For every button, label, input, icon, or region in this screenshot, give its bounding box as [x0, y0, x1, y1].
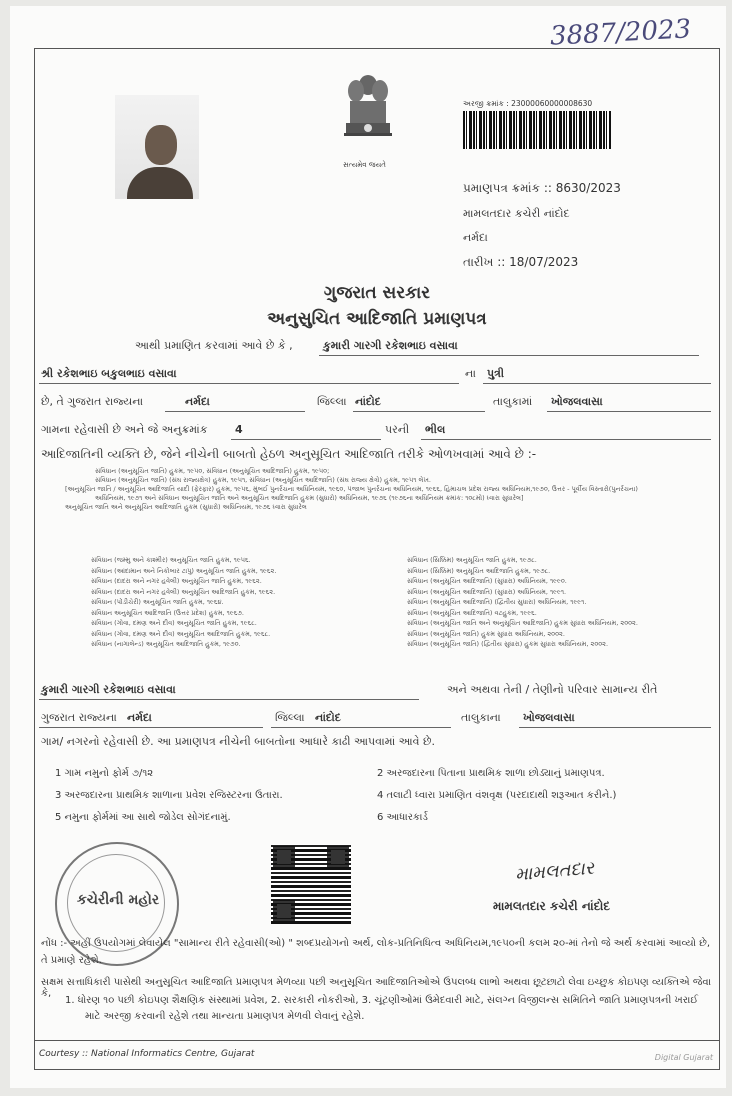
- order-line: સંવિધાન (અનુસૂચિત આદિજાતિ) વટહુકમ, ૧૯૯૬.: [407, 608, 537, 617]
- certificate-number-value: :: 8630/2023: [543, 181, 621, 195]
- order-line: [અનુસૂચિત જાતિ / અનુસૂચિત આદિજાતિ યાદી (ફેરફાર) હુકમ, ૧૯૫૬, મુંબઈ પુનર્રચના અધિનિયમ, ૧૯૬૦, પંજાબ પુનર્રચના અધિનિયમ, ૧૯૬૬, હિમાચલ પ્રદેશ રાજ્ય અધિનિયમ,૧૯૭૦, ઉત્તર - પૂર્વીય વિસ્તારો(પુનર્રચના): [65, 485, 638, 493]
- certificate-title: અનુસુચિત આદિજાતિ પ્રમાણપત્ર: [267, 309, 487, 329]
- father-name: શ્રી રકેશભાઇ બકુલભાઇ વસાવા: [41, 367, 177, 380]
- application-number: અરજી ક્રમાંક : 23000060000008630: [463, 99, 593, 108]
- document-item: 6 આધારકાર્ડ: [377, 812, 428, 823]
- family-text: અને અથવા તેની / તેણીનો પરિવાર સામાન્ય રીતે: [447, 683, 658, 696]
- taluka-label: તાલુકામાં: [493, 395, 533, 408]
- order-line: સંવિધાન (ગોવા, દમણ અને દીવ) અનુસૂચિત આદિજાતિ હુકમ, ૧૯૬૮.: [91, 629, 271, 638]
- tribe: ભીલ: [425, 423, 446, 436]
- order-line: સંવિધાન (અનુસૂચિત આદિજાતિ) (દ્વિતીય સુધારા) અધિનિયમ, ૧૯૯૧.: [407, 598, 587, 606]
- validity-item-2: માટે અરજી કરવાની રહેશે તથા માન્યતા પ્રમાણપત્ર મેળવી લેવાનું રહેશે.: [85, 1011, 365, 1022]
- second-state-text: ગુજરાત રાજ્યના: [41, 711, 117, 724]
- order-line: સંવિધાન (અનુસૂચિત જાતિ) (દ્વિતીય સુધારા) હુકમ સુધારા અધિનિયમ, ૨૦૦૨.: [407, 640, 609, 648]
- district-label: જિલ્લા: [317, 395, 347, 408]
- order-line: સંવિધાન (અનુસૂચિત આદિજાતિ) (સુધારા) અધિનિયમ, ૧૯૯૦.: [407, 577, 567, 585]
- order-line: સંવિધાન (દાદરા અને નગર હવેલી) અનુસૂચિત આદિજાતિ હુકમ, ૧૯૬૨.: [91, 587, 276, 596]
- district: નર્મદા: [185, 395, 210, 408]
- document-item: 5 નમુના ફોર્મમાં આ સાથે જોડેલ સોગંદનામું.: [55, 812, 231, 823]
- note: નોંધ :- અહીં ઉપયોગમાં લેવાયેલ "સામાન્ય રીતે રહેવાસી(ઓ) " શબ્દપ્રયોગનો અર્થ, લોક-પ્રતિનિધિત્વ અધિનિયમ,૧૯૫૦ની કલમ ૨૦-માં તેનો જે અર્થ કરવામાં આવ્યો છે, તે પ્રમાણે રહેશે.: [41, 938, 711, 966]
- order-line: સંવિધાન (અનુસૂચિત જાતિ) હુકમ સુધારા અધિનિયમ, ૨૦૦૨.: [407, 629, 565, 638]
- serial-number: 4: [235, 423, 243, 436]
- basis-text: ગામ/ નગરનો રહેવાસી છે. આ પ્રમાણપત્ર નીચેની બાબતોના આધારે કાઢી આપવામાં આવે છે.: [41, 735, 436, 748]
- national-emblem-icon: [340, 71, 396, 159]
- relation: પુત્રી: [487, 367, 505, 380]
- order-line: સંવિધાન (નાગાલેન્ડ) અનુસૂચિત આદિજાતિ હુકમ, ૧૯૭૦.: [91, 640, 241, 648]
- order-line: સંવિધાન (જમ્મુ અને કાશ્મીર) અનુસૂચિત જાતિ હુકમ, ૧૯૫૬.: [91, 556, 251, 564]
- documents-left-list: [55, 763, 283, 829]
- second-district: નર્મદા: [127, 711, 152, 724]
- na-label: ના: [465, 367, 476, 380]
- order-line: સંવિધાન (અનુસૂચિત જાતિ) હુકમ, ૧૯૫૦, સંવિધાન (અનુસૂચિત આદિજાતિ) હુકમ, ૧૯૫૦;: [95, 467, 330, 475]
- footer-courtesy: Courtesy :: National Informatics Centre, Gujarat: [39, 1049, 255, 1059]
- orders-right-list: [407, 555, 713, 650]
- order-line: સંવિધાન (અનુસૂચિત આદિજાતિ) (સુધારા) અધિનિયમ, ૧૯૯૧.: [407, 587, 567, 596]
- documents-right-list: [377, 763, 616, 829]
- validity-item-1: 1. ધોરણ ૧૦ પછી કોઇપણ શૈક્ષણિક સંસ્થામાં પ્રવેશ, 2. સરકારી નોકરીઓ, 3. ચૂંટણીઓમાં ઉમેદવારી માટે, સંલગ્ન વિજીલન્સ સમિતિને જાતિ પ્રમાણપત્રની ખરાઈ: [65, 995, 699, 1006]
- second-district-label: જિલ્લા: [275, 711, 305, 724]
- applicant-name: કુમારી ગારગી રકેશભાઇ વસાવા: [323, 339, 458, 352]
- document-item: 2 અરજદારના પિતાના પ્રાથમિક શાળા છોડ્યાનું પ્રમાણપત્ર.: [377, 768, 605, 779]
- certificate-sheet: [10, 6, 726, 1088]
- certificate-number-row: [463, 181, 621, 196]
- certificate-number-label: પ્રમાણપત્ર ક્રમાંક: [463, 181, 541, 195]
- date-label: તારીખ: [463, 255, 494, 269]
- order-line: સંવિધાન (સિક્કિમ) અનુસૂચિત આદિજાતિ હુકમ, ૧૯૭૮.: [407, 566, 551, 575]
- taluka: નાંદોદ: [355, 395, 381, 408]
- certify-text: આથી પ્રમાણિત કરવામાં આવે છે કે ,: [135, 339, 293, 352]
- order-line: સંવિધાન (સિક્કિમ) અનુસૂચિત જાતિ હુકમ, ૧૯૭૮.: [407, 556, 537, 564]
- order-line: સંવિધાન (આંદામાન અને નિકોબાર ટાપુ) અનુસૂચિત જાતિ હુકમ, ૧૯૬૨.: [91, 566, 277, 575]
- barcode: [463, 111, 611, 149]
- qr-code: [271, 844, 351, 924]
- order-line: સંવિધાન (પોંડીચેરી) અનુસૂચિત જાતિ હુકમ, ૧૯૬૪.: [91, 598, 224, 606]
- order-line: અનુસૂચિત જાતિ અને અનુસૂચિત આદિજાતિ હુકમ (સુધારો) અધિનિયમ, ૧૯૭૬ ધ્વારા સુધારેલ: [65, 503, 307, 511]
- signature: મામલતદાર: [514, 857, 595, 886]
- order-line: સંવિધાન (દાદરા અને નગર હવેલી) અનુસૂચિત જાતિ હુકમ, ૧૯૬૨.: [91, 577, 262, 585]
- govt-heading: ગુજરાત સરકાર: [323, 283, 431, 303]
- second-taluka: નાંદોદ: [315, 711, 341, 724]
- applicant-photo: [115, 95, 199, 199]
- statement: આદિજાતિની વ્યક્તિ છે, જેને નીચેની બાબતો હેઠળ અનુસૂચિત આદિજાતિ તરીકે ઓળખવામાં આવે છે :-: [41, 447, 537, 461]
- resident-text: ગામના રહેવાસી છે અને જે અનુક્રમાંક: [41, 423, 208, 436]
- handwritten-number: 3887/2023: [549, 14, 692, 52]
- validity-text: સક્ષમ સત્તાધિકારી પાસેથી અનુસૂચિત આદિજાતિ પ્રમાણપત્ર મેળવ્યા પછી અનુસૂચિત આદિજાતિઓએ ઉપલબ્ધ લાભો અથવા છૂટછાટો લેવા ઇચ્છુક કોઇપણ વ્યક્તિએ જેવા કે,: [41, 977, 712, 999]
- order-line: સંવિધાન (અનુસૂચિત જાતિ અને અનુસૂચિત આદિજાતિ) હુકમ સુધારા અધિનિયમ, ૨૦૦૨.: [407, 619, 638, 627]
- second-taluka-label: તાલુકાના: [461, 711, 501, 724]
- document-item: 1 ગામ નમુનો ફોર્મ ૭/૧૨: [55, 768, 154, 779]
- order-line: અધિનિયમ, ૧૯૭૧ અને સંવિધાન અનુસૂચિત જાતિ અને અનુસૂચિત આદિજાતિ હુકમ (સુધારો) અધિનિયમ, ૧૯૭૬ (૧૯૭૬ના અધિનિયમ ક્રમાંક: ૧૦૮મો) ધ્વારા સુધારેલ]: [95, 494, 524, 502]
- tribe-label: પરની: [385, 423, 410, 436]
- second-name: કુમારી ગારગી રકેશભાઇ વસાવા: [41, 683, 176, 696]
- orders-intro-list: [65, 467, 705, 512]
- order-line: સંવિધાન અનુસૂચિત આદિજાતિ (ઉત્તર પ્રદેશ) હુકમ, ૧૯૬૭.: [91, 608, 244, 617]
- document-item: 3 અરજદારના પ્રાથમિક શાળાના પ્રવેશ રજિસ્ટરના ઉતારા.: [55, 790, 283, 801]
- order-line: સંવિધાન (ગોવા, દમણ અને દીવ) અનુસૂચિત જાતિ હુકમ, ૧૯૬૮.: [91, 619, 257, 627]
- office-line2: નર્મદા: [463, 231, 488, 244]
- signatory-office: મામલતદાર કચેરી નાંદોદ: [493, 899, 611, 913]
- orders-left-list: [91, 555, 391, 650]
- date-value: :: 18/07/2023: [497, 255, 579, 269]
- document-item: 4 તલાટી ધ્વારા પ્રમાણિત વંશવૃક્ષ (પરદાદાથી શરૂઆત કરીને.): [377, 790, 617, 801]
- footer-brand: Digital Gujarat: [654, 1053, 713, 1062]
- order-line: સંવિધાન (અનુસૂચિત જાતિ) (સંઘ રાજ્યક્ષેત્ર) હુકમ, ૧૯૫૧, સંવિધાન (અનુસૂચિત આદિજાતિ) (સંઘ રાજ્ય ક્ષેત્રો) હુકમ, ૧૯૫૧ લેખ.: [95, 476, 431, 484]
- certificate-frame: [34, 48, 720, 1070]
- village: ખોજલવાસા: [551, 395, 603, 408]
- emblem-motto: સત્યમેવ જયતે: [343, 161, 386, 169]
- office-line1: મામલતદાર કચેરી નાંદોદ: [463, 207, 570, 220]
- seal-text: કચેરીની મહોર: [76, 892, 160, 908]
- state-text: છે, તે ગુજરાત રાજ્યના: [41, 395, 144, 408]
- certificate-date-row: [463, 255, 578, 270]
- second-village: ખોજલવાસા: [523, 711, 575, 724]
- footer: [35, 1040, 719, 1069]
